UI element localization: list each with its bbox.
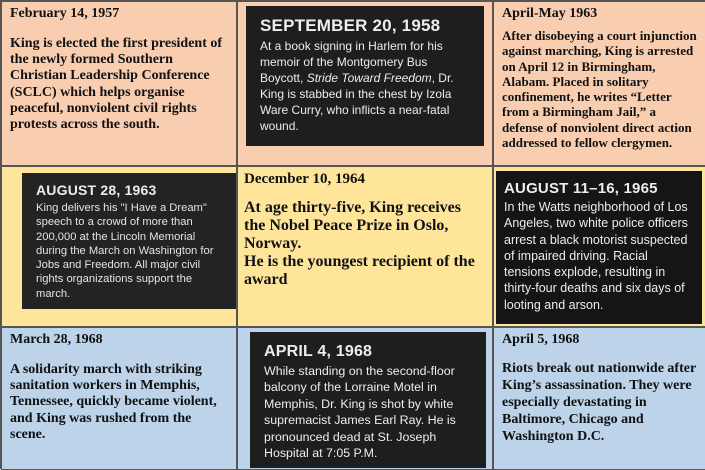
event-date: April 5, 1968 [502,332,580,347]
book-title: Stride Toward Freedom [306,71,432,85]
clipping-title: AUGUST 28, 1963 [36,182,157,198]
clipping-body: In the Watts neighborhood of Los Angeles, two white police officers arrest a black motorist suspected of impaired driving. Racial tensions explode, resulting in thirty-four deaths and six days of looting and arson. [504,200,688,312]
clipping-title: SEPTEMBER 20, 1958 [260,16,441,35]
cell-dec-1964 [237,166,493,327]
event-text: A solidarity march with striking sanitation workers in Memphis, Tennessee, quickly became violent, and King was rushed from the scene. [10,362,217,442]
clipping-card [496,171,702,324]
event-date: March 28, 1968 [10,332,103,347]
cell-mar-1968 [1,327,237,470]
event-text-line-1: At age thirty-five, King receives the Nobel Peace Prize in Oslo, Norway. [244,199,461,252]
cell-apr5-1968 [493,327,705,470]
clipping-body: King delivers his "I Have a Dream" speech to a crowd of more than 200,000 at the Lincoln Memorial during the March on Washington for Jobs and Freedom. All major civil rights organizations support the march. [36,202,214,300]
event-text [238,199,492,289]
event-text: King is elected the first president of the newly formed Southern Christian Leadership Conference (SCLC) which helps organise peaceful, nonviolent civil rights protests across the south. [10,36,223,133]
cell-apr-may-1963 [493,1,705,166]
clipping-title: AUGUST 11–16, 1965 [504,180,658,197]
clipping-card [250,332,486,468]
clipping-body: At a book signing in Harlem for his memoir of the Montgomery Bus Boycott, Stride Toward Freedom, Dr. King is stabbed in the chest by Izola Ware Curry, who inflicts a near-fatal wound. [260,39,454,133]
event-text-line-2: He is the youngest recipient of the award [244,253,475,288]
clipping-title: APRIL 4, 1968 [264,343,373,360]
cell-aug-1965 [493,166,705,327]
event-date: February 14, 1957 [10,6,120,21]
clipping-card [22,173,236,309]
cell-apr4-1968 [237,327,493,470]
event-date: April-May 1963 [502,6,598,21]
event-text: Riots break out nationwide after King’s assassination. They were especially devastating in Baltimore, Chicago and Washington D.C. [502,361,696,444]
event-date: December 10, 1964 [244,171,365,187]
event-text: After disobeying a court injunction against marching, King is arrested on April 12 in Birmingham, Alabam. Placed in solitary confinement, he writes “Letter from a Birmingham Jail,” a defense of nonviolent direct action addressed to fellow clergymen. [502,28,697,151]
clipping-body: While standing on the second-floor balcony of the Lorraine Motel in Memphis, Dr. King is shot by white supremacist James Earl Ray. He is pronounced dead at St. Joseph Hospital at 7:05 P.M. [264,364,456,461]
clipping-card [246,6,484,146]
cell-aug-1963 [1,166,237,327]
cell-sep-1958 [237,1,493,166]
cell-feb-1957 [1,1,237,166]
